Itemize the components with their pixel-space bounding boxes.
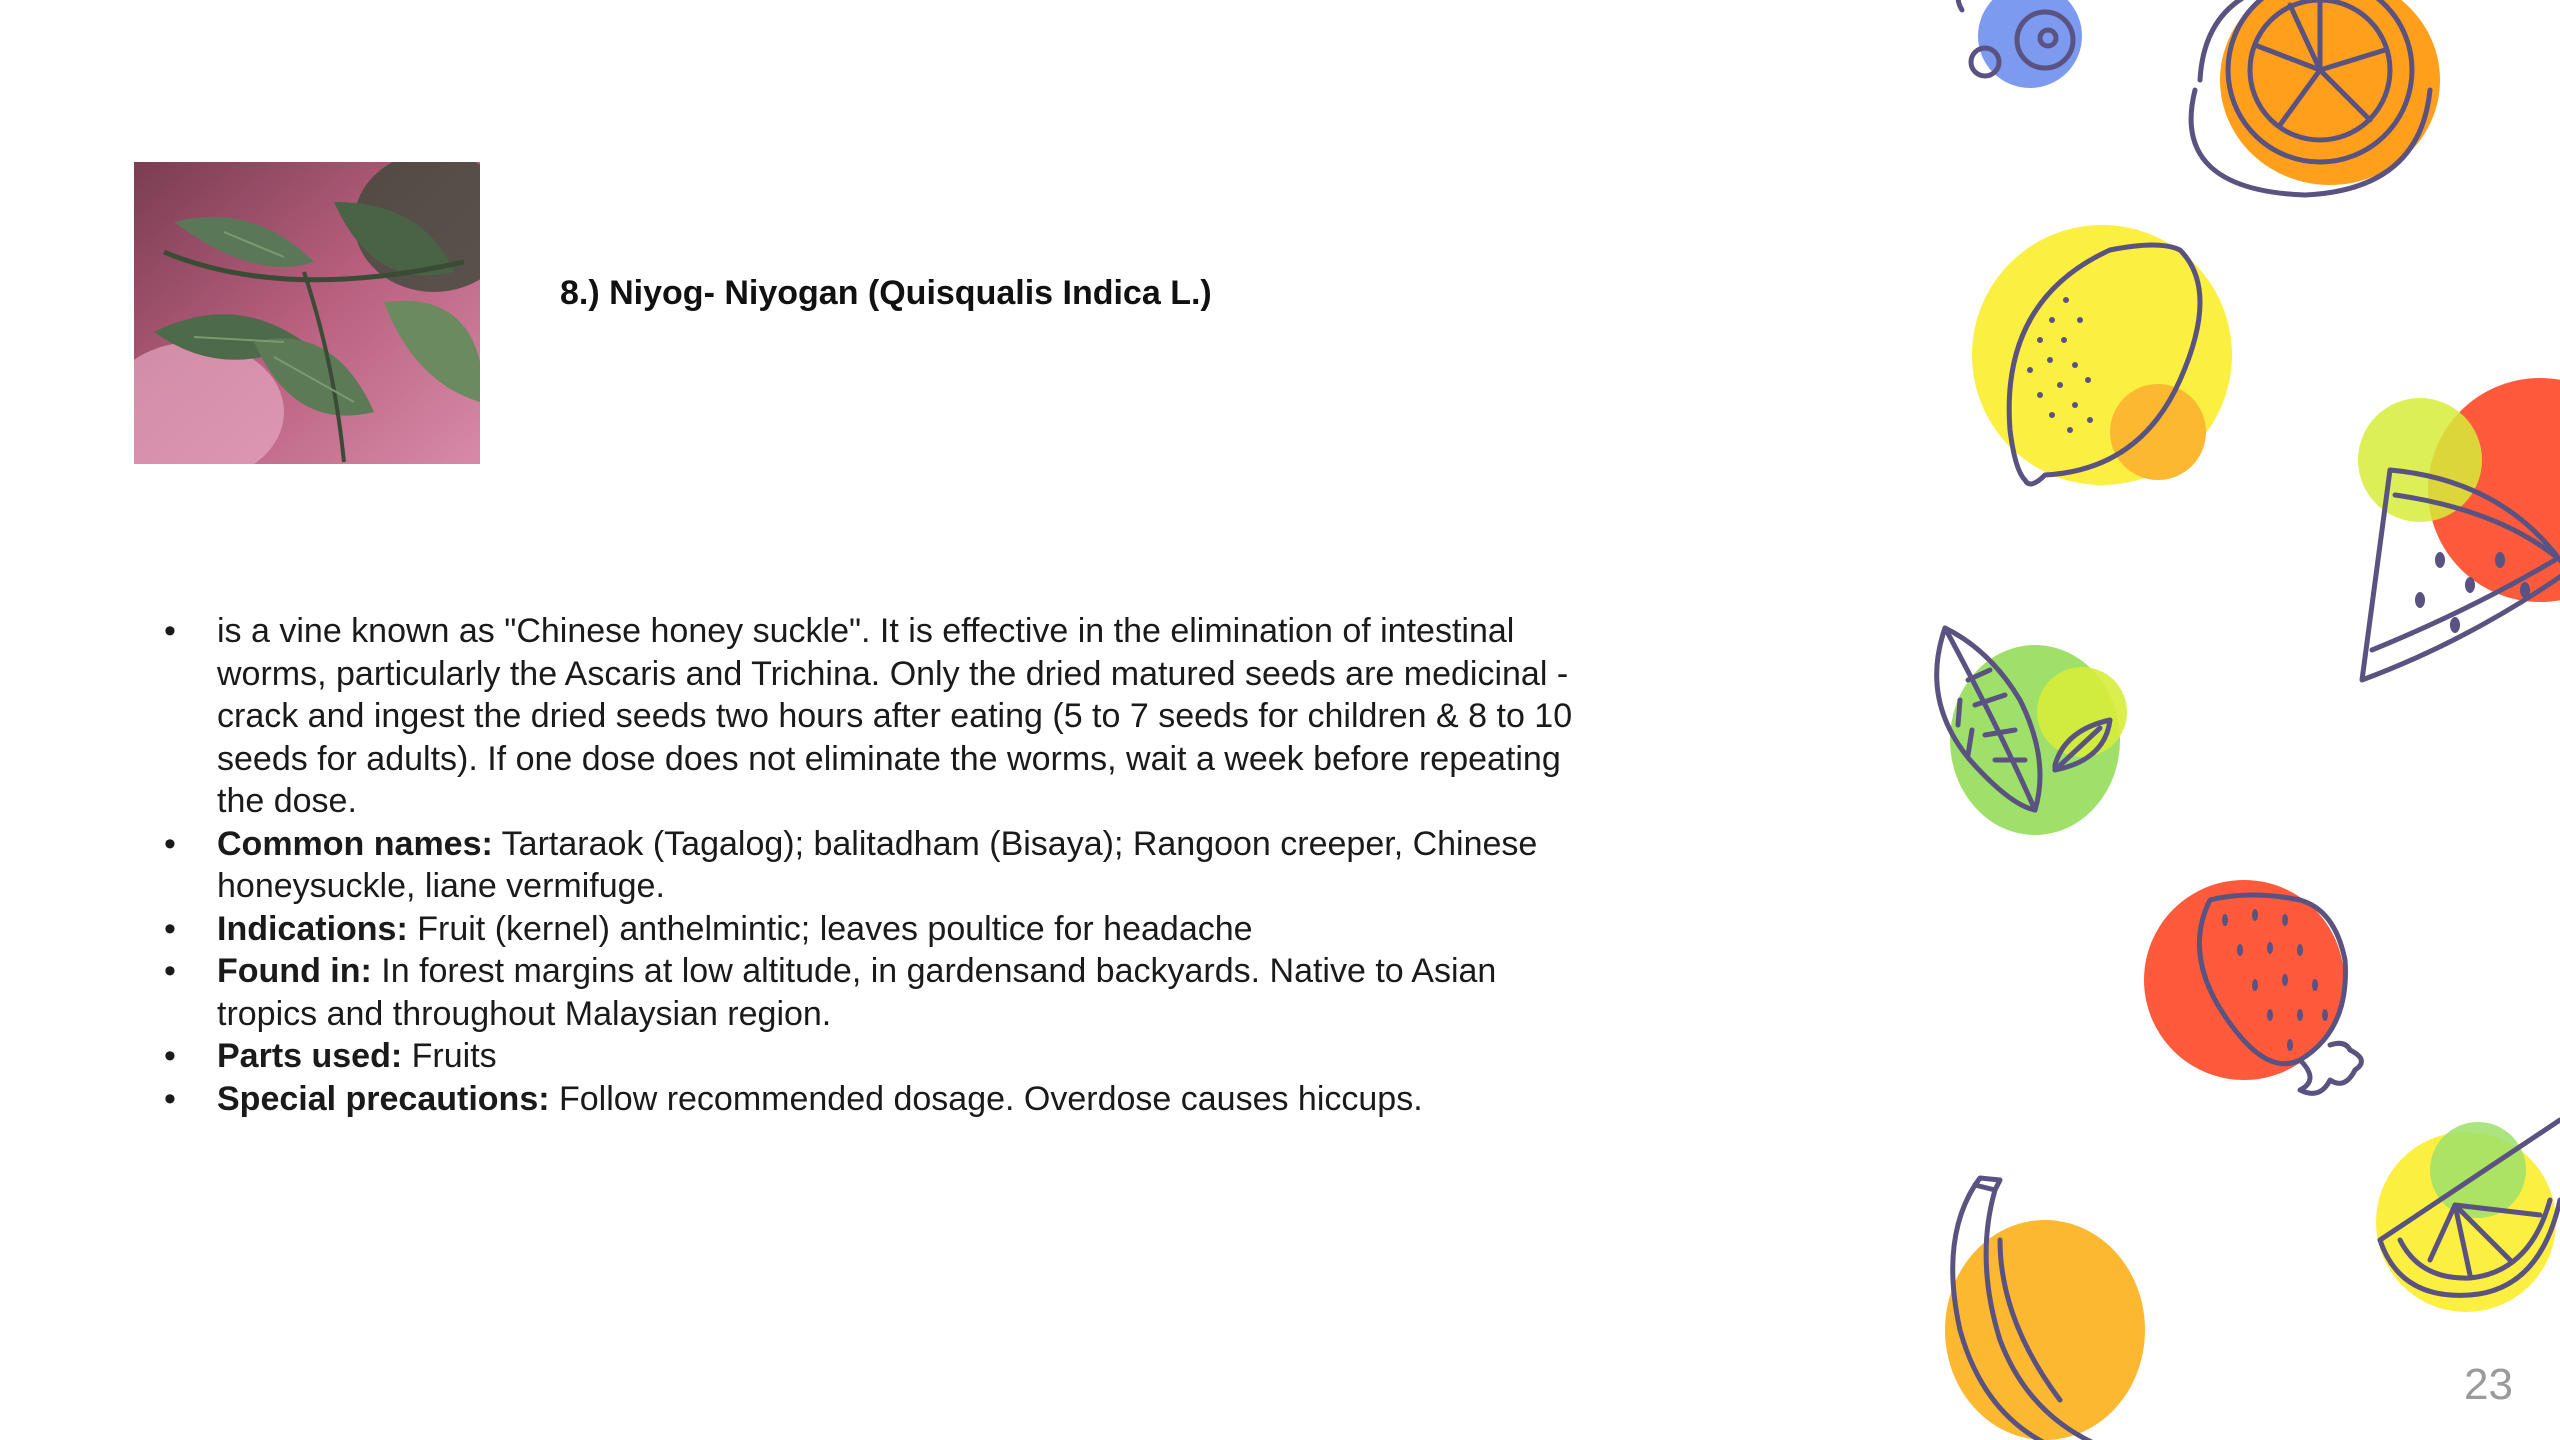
bullet-description: • is a vine known as "Chinese honey suckle". It is effective in the elimination of intestinal worms, particularly the Ascaris and Trichina. Only the dried matured seeds are medicinal -crack and ingest the dried seeds two hours after eating (5 to 7 seeds for children & 8 to 10 seeds for adults). If one dose does not eliminate the worms, wait a week before repeating the dose. (160, 610, 1580, 823)
orange-slice-icon (2191, 0, 2440, 195)
banana-icon (1945, 1178, 2145, 1440)
watermelon-icon (2358, 378, 2560, 680)
bullet-indications: • Indications: Fruit (kernel) anthelmintic; leaves poultice for headache (160, 908, 1580, 951)
strawberry-icon (2144, 880, 2361, 1093)
fruit-decoration-svg (1880, 0, 2560, 1440)
page-number: 23 (2464, 1360, 2513, 1409)
bullet-parts-used: • Parts used: Fruits (160, 1035, 1580, 1078)
bullet-special-precautions: • Special precautions: Follow recommended dosage. Overdose causes hiccups. (160, 1078, 1580, 1121)
leaf-icon (1937, 628, 2127, 835)
slide-title: 8.) Niyog- Niyogan (Quisqualis Indica L.) (560, 274, 1212, 312)
fruit-decoration (1880, 0, 2560, 1440)
plant-leaves-image (134, 162, 480, 464)
lemon-icon (1972, 225, 2232, 485)
bullet-common-names: • Common names: Tartaraok (Tagalog); balitadham (Bisaya); Rangoon creeper, Chinese honeysuckle, liane vermifuge. (160, 823, 1580, 908)
plant-photo (134, 162, 480, 464)
bullet-found-in: • Found in: In forest margins at low altitude, in gardensand backyards. Native to Asian tropics and throughout Malaysian region. (160, 950, 1580, 1035)
lime-slice-icon (2376, 1120, 2560, 1312)
blueberry-icon (1958, 0, 2082, 88)
bullet-list (160, 610, 1580, 1120)
